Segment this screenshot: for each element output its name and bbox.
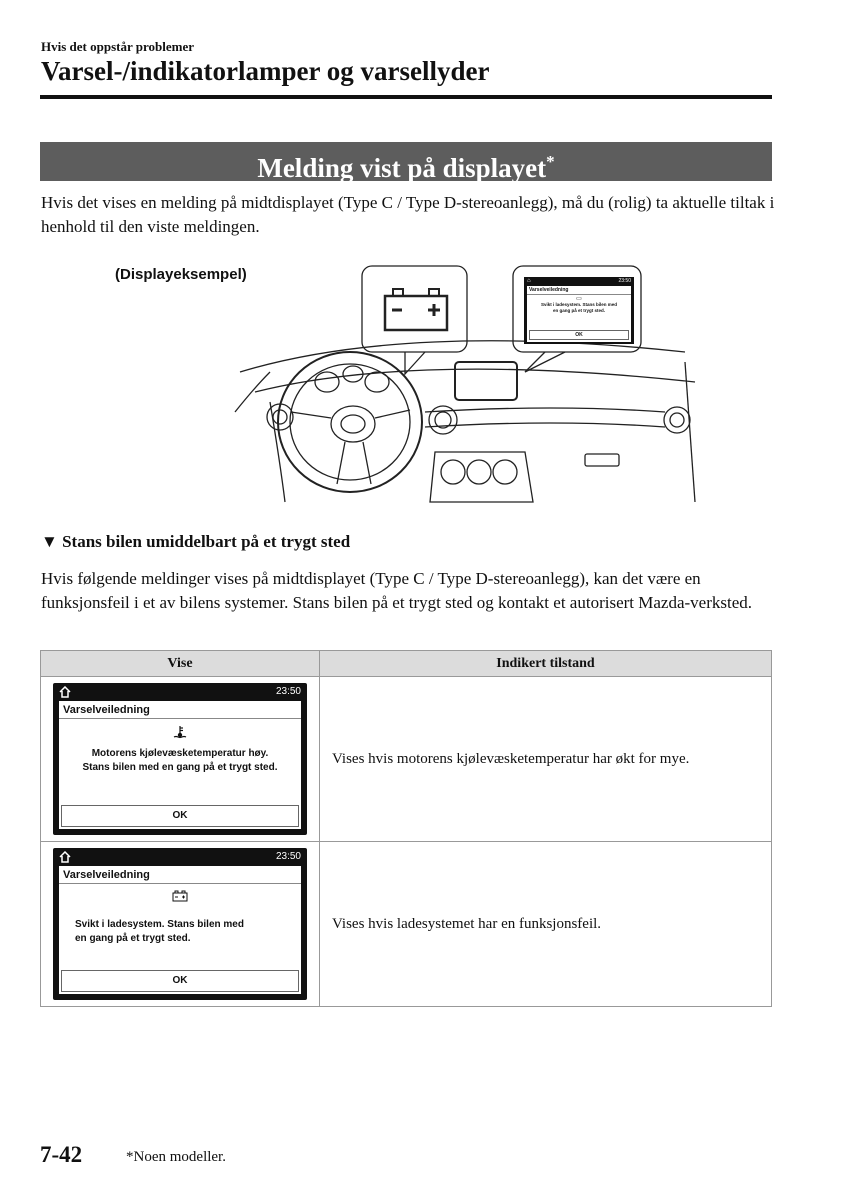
warning-screen [53, 848, 307, 1000]
message-table [40, 650, 772, 1007]
title-rule [40, 95, 772, 99]
panel-title: Varselveiledning [59, 866, 301, 884]
panel-title: Varselveiledning [59, 701, 301, 719]
section-kicker: Hvis det oppstår problemer [41, 39, 194, 54]
panel-message: Motorens kjølevæsketemperatur høy. Stans bilen med en gang på et trygt sted. [82, 748, 278, 773]
warning-panel [59, 701, 301, 829]
display-cell [41, 842, 320, 1007]
mini-clock: 23:50 [618, 278, 631, 284]
panel-message: Svikt i ladesystem. Stans bilen med en gang på et trygt sted. [75, 919, 244, 944]
warning-screen [53, 683, 307, 835]
table-row [41, 677, 772, 842]
banner-asterisk: * [546, 152, 555, 171]
state-cell: Vises hvis ladesystemet har en funksjonsfeil. [320, 842, 772, 1007]
ok-button[interactable]: OK [61, 970, 299, 992]
intro-paragraph: Hvis det vises en melding på midtdisplayet (Type C / Type D-stereoanlegg), må du (rolig) ta aktuelle tiltak i henhold til den viste meldingen. [41, 193, 775, 236]
banner-title: Melding vist på displayet [257, 153, 547, 183]
column-header-state: Indikert tilstand [320, 651, 772, 677]
mini-battery-icon: ▭ [576, 296, 582, 302]
section-title: Varsel-/indikatorlamper og varsellyder [41, 56, 490, 86]
dashboard-figure [105, 262, 705, 517]
page-number: 7-42 [40, 1142, 83, 1167]
topic-banner [40, 142, 772, 181]
coolant-temperature-icon [173, 725, 187, 739]
mini-message: Svikt i ladesystem. Stans bilen med en gang på et trygt sted. [540, 302, 618, 313]
column-header-display: Vise [41, 651, 320, 677]
clock: 23:50 [275, 851, 301, 862]
battery-icon [172, 890, 188, 902]
home-icon [59, 851, 71, 863]
home-icon [59, 686, 71, 698]
footnote: *Noen modeller. [126, 1149, 226, 1165]
mini-screen [524, 277, 634, 344]
mini-ok-button: OK [529, 330, 629, 340]
warning-panel [59, 866, 301, 994]
state-cell: Vises hvis motorens kjølevæsketemperatur har økt for mye. [320, 677, 772, 842]
table-row [41, 842, 772, 1007]
mini-title: Varselveiledning [527, 286, 631, 295]
clock: 23:50 [275, 686, 301, 697]
battery-icon [385, 289, 447, 330]
body-paragraph: Hvis følgende meldinger vises på midtdisplayet (Type C / Type D-stereoanlegg), kan det være en funksjonsfeil i et av bilens systemer. Stans bilen på et trygt sted og kontakt et autorisert Mazda-verksted. [41, 569, 753, 612]
ok-button[interactable]: OK [61, 805, 299, 827]
subheading: ▼ Stans bilen umiddelbart på et trygt sted [41, 532, 351, 551]
home-icon: ⌂ [527, 278, 531, 284]
display-cell [41, 677, 320, 842]
figure-label: (Displayeksempel) [115, 266, 247, 283]
table-header-row [41, 651, 772, 677]
